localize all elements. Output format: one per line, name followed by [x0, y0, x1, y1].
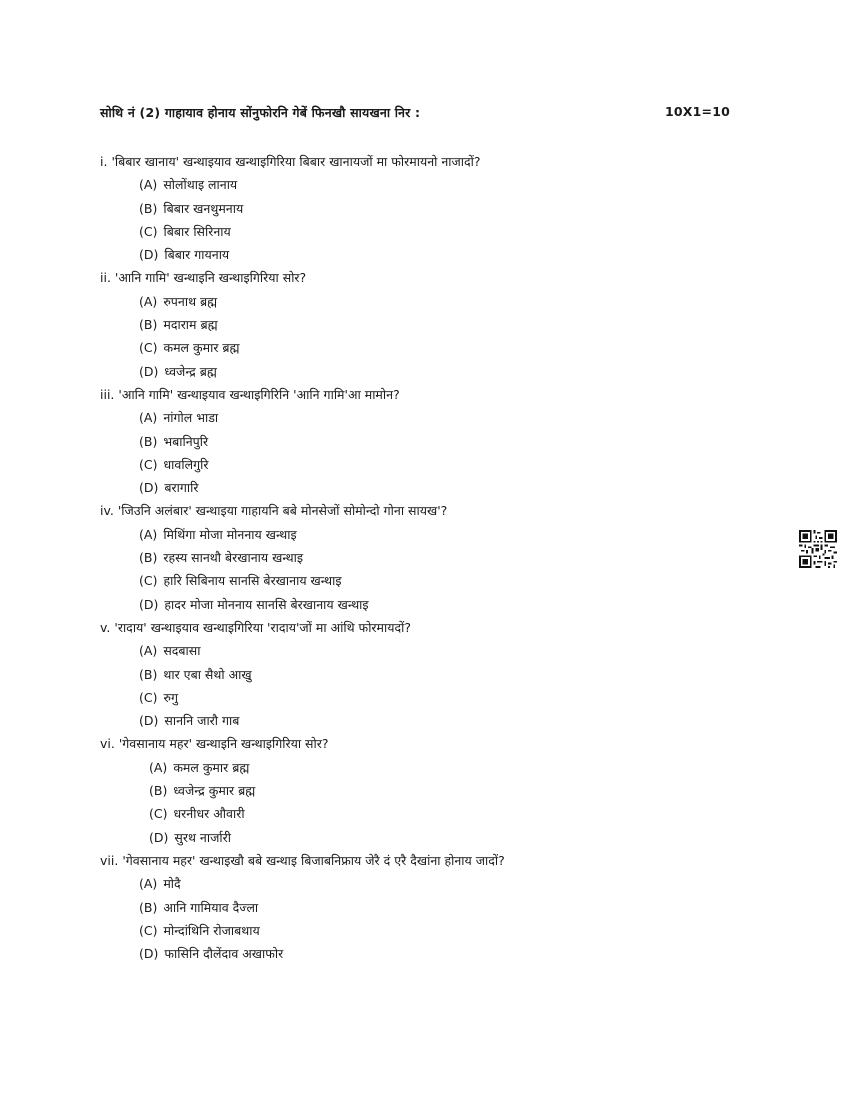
question-number: v.	[100, 619, 111, 635]
option-label: (A)	[139, 876, 158, 892]
question-4	[100, 499, 740, 522]
option-text: मदाराम ब्रह्म	[163, 317, 218, 333]
section-marks: 10X1=10	[665, 104, 730, 119]
option-text: भबानिपुरि	[163, 433, 209, 449]
option-label: (C)	[139, 689, 158, 705]
option-c	[100, 919, 740, 942]
option-text: बिबार सिरिनाय	[163, 223, 231, 239]
option-text: मोदै	[163, 876, 181, 892]
option-c	[100, 453, 740, 476]
option-a	[100, 872, 740, 895]
option-a	[100, 639, 740, 662]
option-label: (B)	[139, 200, 158, 216]
option-label: (B)	[139, 666, 158, 682]
option-text: हारि सिबिनाय सानसि बेरखानाय खन्थाइ	[163, 573, 342, 589]
question-number: vii.	[100, 852, 119, 868]
option-text: कमल कुमार ब्रह्म	[163, 340, 240, 356]
option-a	[100, 523, 740, 546]
option-text: सोलोंथाइ लानाय	[163, 177, 238, 193]
question-number: i.	[100, 154, 108, 169]
question-text: 'आनि गामि' खन्थाइनि खन्थाइगिरिया सोर?	[114, 270, 307, 286]
option-d	[100, 360, 740, 383]
option-c	[100, 336, 740, 359]
option-text: कमल कुमार ब्रह्म	[173, 759, 250, 775]
option-label: (C)	[139, 922, 158, 938]
question-list	[100, 150, 740, 965]
option-text: बिबार गायनाय	[164, 247, 230, 263]
question-1	[100, 150, 740, 173]
option-text: धरनीधर औवारी	[173, 806, 245, 822]
question-number: iv.	[100, 503, 114, 519]
option-text: हादर मोजा मोननाय सानसि बेरखानाय खन्थाइ	[164, 596, 369, 612]
option-label: (A)	[139, 526, 158, 542]
question-text: 'रादाय' खन्थाइयाव खन्थाइगिरिया 'रादाय'जों मा आंथि फोरमायदों?	[114, 619, 412, 635]
option-d	[100, 243, 740, 266]
option-label: (A)	[149, 759, 168, 775]
section-header	[100, 104, 730, 121]
option-b	[100, 546, 740, 569]
section-instruction: सोथि नं (2) गाहायाव होनाय सोंनुफोरनि गेबें फिनखौ सायखना निर :	[100, 105, 421, 120]
option-a	[100, 173, 740, 196]
option-text: ध्वजेन्द्र कुमार ब्रह्म	[173, 783, 256, 799]
option-label: (D)	[139, 946, 159, 962]
option-text: मिथिंगा मोजा मोननाय खन्थाइ	[163, 526, 297, 542]
option-label: (C)	[139, 340, 158, 356]
qr-code-icon	[799, 530, 837, 568]
option-label: (B)	[139, 317, 158, 333]
option-text: नांगोल भाडा	[163, 410, 219, 426]
option-text: बरागारि	[164, 480, 199, 496]
option-label: (D)	[139, 247, 159, 263]
question-number: ii.	[100, 270, 111, 286]
option-c	[100, 220, 740, 243]
option-label: (C)	[139, 223, 158, 239]
option-label: (C)	[149, 806, 168, 822]
option-text: थार एबा सैथो आखु	[163, 666, 252, 682]
option-text: रहस्य सानथौ बेरखानाय खन्थाइ	[163, 550, 304, 566]
question-text: 'गेवसानाय महर' खन्थाइखौ बबे खन्थाइ बिजाबनिफ्राय जेरै दं एरै दैखांना होनाय जादों?	[122, 852, 505, 868]
option-c	[100, 686, 740, 709]
option-label: (A)	[139, 177, 158, 193]
question-text: 'बिबार खानाय' खन्थाइयाव खन्थाइगिरिया बिबार खानायजों मा फोरमायनो नाजादों?	[111, 154, 481, 169]
option-b	[100, 430, 740, 453]
option-text: रुपनाथ ब्रह्म	[163, 293, 218, 309]
option-label: (D)	[139, 480, 159, 496]
option-text: धावलिगुरि	[163, 456, 209, 472]
question-5	[100, 616, 740, 639]
option-d	[100, 942, 740, 965]
option-label: (B)	[139, 433, 158, 449]
option-label: (C)	[139, 456, 158, 472]
option-label: (D)	[149, 829, 169, 845]
option-b	[100, 663, 740, 686]
option-c	[100, 802, 740, 825]
option-text: मोन्दांथिनि रोजाबथाय	[163, 922, 260, 938]
question-text: 'जिउनि अलंबार' खन्थाइया गाहायनि बबे मोनसेजों सोमोन्दो गोना सायख'?	[117, 503, 448, 519]
option-b	[100, 313, 740, 336]
question-number: iii.	[100, 386, 115, 402]
option-label: (D)	[139, 596, 159, 612]
option-text: ध्वजेन्द्र ब्रह्म	[164, 363, 217, 379]
option-a	[100, 406, 740, 429]
option-d	[100, 593, 740, 616]
option-text: सुरथ नार्जारी	[174, 829, 231, 845]
option-a	[100, 290, 740, 313]
option-text: सदबासा	[163, 643, 201, 659]
option-text: साननि जारौ गाब	[164, 713, 240, 729]
option-a	[100, 756, 740, 779]
question-7	[100, 849, 740, 872]
option-d	[100, 476, 740, 499]
question-2	[100, 266, 740, 289]
option-label: (A)	[139, 410, 158, 426]
option-text: आनि गामियाव दैज्ला	[163, 899, 259, 915]
option-b	[100, 779, 740, 802]
option-d	[100, 826, 740, 849]
option-label: (A)	[139, 293, 158, 309]
option-label: (C)	[139, 573, 158, 589]
option-c	[100, 569, 740, 592]
question-3	[100, 383, 740, 406]
question-text: 'गेवसानाय महर' खन्थाइनि खन्थाइगिरिया सोर?	[118, 736, 329, 752]
option-b	[100, 197, 740, 220]
question-text: 'आनि गामि' खन्थाइयाव खन्थाइगिरिनि 'आनि गामि'आ मामोन?	[118, 386, 400, 402]
option-d	[100, 709, 740, 732]
option-label: (D)	[139, 713, 159, 729]
option-label: (B)	[149, 783, 168, 799]
option-b	[100, 896, 740, 919]
question-6	[100, 732, 740, 755]
option-label: (A)	[139, 643, 158, 659]
option-label: (D)	[139, 363, 159, 379]
option-text: फासिनि दौलेंदाव अखाफोर	[164, 946, 284, 962]
option-text: बिबार खनथुमनाय	[163, 200, 244, 216]
option-text: रुगु	[163, 689, 178, 705]
option-label: (B)	[139, 550, 158, 566]
option-label: (B)	[139, 899, 158, 915]
question-number: vi.	[100, 736, 115, 752]
